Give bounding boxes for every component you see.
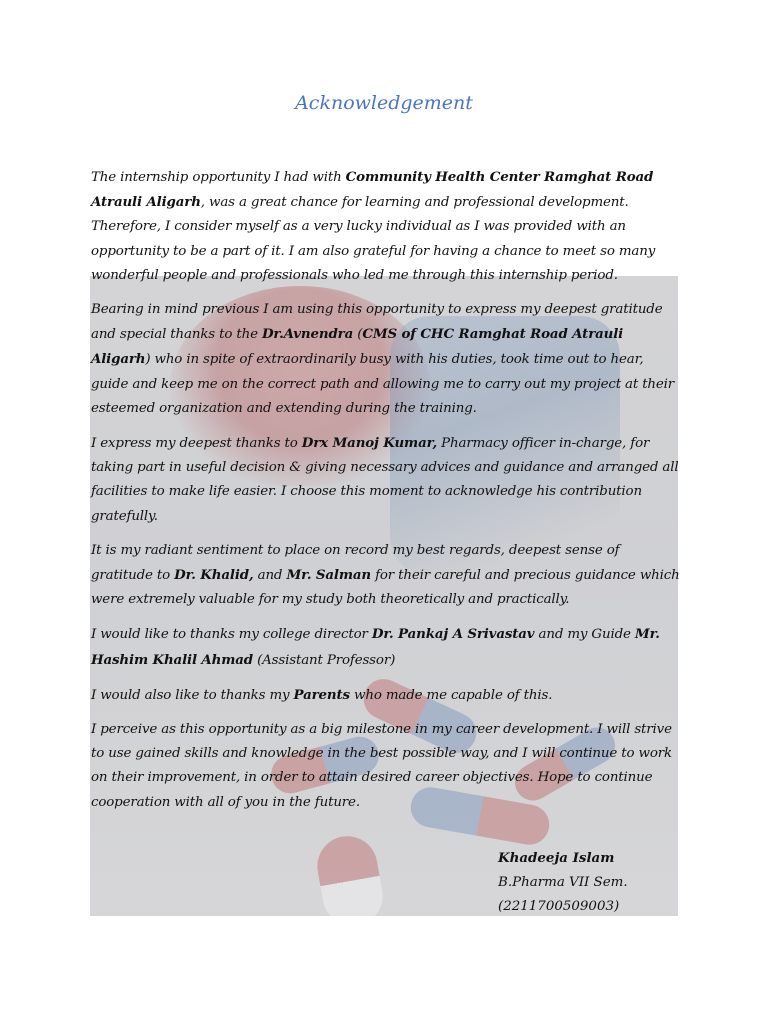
paragraph-text: The internship opportunity I had with (91, 170, 346, 185)
author-course: B.Pharma VII Sem. (498, 874, 628, 890)
paragraph-text: ) who in spite of extraordinarily busy with his duties, took time out to hear, guide and keep me on the correct path and allowing me to carry out my project at their esteemed organization and extending during the training. (91, 352, 675, 416)
paragraph-parents (91, 683, 681, 708)
paragraph-guidance (91, 539, 681, 613)
author-name: Khadeeja Islam (498, 850, 615, 866)
person-name: Dr. Pankaj A Srivastav (371, 626, 535, 643)
paragraph-text: It is my radiant sentiment to place on record my best regards, deepest sense of gratitude to (91, 542, 620, 584)
paragraph-text: ( (353, 327, 363, 343)
paragraph-text: I would also like to thanks my (91, 687, 294, 703)
paragraph-gratitude (91, 298, 681, 421)
person-name: Mr. Salman (286, 567, 371, 584)
paragraph-milestone (91, 718, 681, 815)
paragraph-text: who made me capable of this. (349, 687, 553, 703)
acknowledgement-body (91, 165, 681, 825)
author-roll-number: (2211700509003) (498, 899, 620, 914)
paragraph-text: I would like to thanks my college director (91, 627, 372, 643)
paragraph-text: for their careful and precious guidance which were extremely valuable for my study both theoretically and practically. (91, 568, 680, 608)
paragraph-text: and (253, 568, 287, 584)
paragraph-text: I express my deepest thanks to (91, 436, 302, 452)
person-title: CMS of CHC Ramghat Road Atrauli Aligarh (91, 326, 624, 368)
paragraph-text: , was a great chance for learning and professional development. Therefore, I consider myself as a very lucky individual as I was provided with an opportunity to be a part of it. I am also grateful for having a chance to meet so many wonderful people and professionals who led me through this internship period. (91, 195, 656, 283)
page-title: Acknowledgement (295, 92, 473, 114)
paragraph-text: Bearing in mind previous I am using this opportunity to express my deepest gratitude and special thanks to the (91, 302, 663, 343)
signature-block (498, 846, 628, 920)
paragraph-college (91, 622, 681, 672)
person-name: Mr. Hashim Khalil Ahmad (91, 626, 660, 668)
person-name: Dr. Khalid, (174, 567, 254, 584)
person-name: Drx Manoj Kumar, (301, 435, 438, 452)
paragraph-text: (Assistant Professor) (252, 652, 396, 668)
paragraph-pharmacy-officer (91, 431, 681, 529)
paragraph-internship (91, 165, 681, 288)
person-name: Parents (293, 686, 350, 703)
person-name: Dr.Avnendra (261, 326, 354, 343)
pill-capsule-shape (313, 831, 388, 916)
organization-name: Community Health Center Ramghat Road Atrauli Aligarh (91, 169, 654, 211)
paragraph-text: and my Guide (534, 627, 635, 643)
paragraph-text: Pharmacy officer in-charge, for taking part in useful decision & giving necessary advices and guidance and arranged all facilities to make life easier. I choose this moment to acknowledge his contribution gratefully. (91, 436, 679, 524)
paragraph-text: I perceive as this opportunity as a big milestone in my career development. I will strive to use gained skills and knowledge in the best possible way, and I will continue to work on their improvement, in order to attain desired career objectives. Hope to continue cooperation with all of you in the future. (91, 722, 672, 810)
